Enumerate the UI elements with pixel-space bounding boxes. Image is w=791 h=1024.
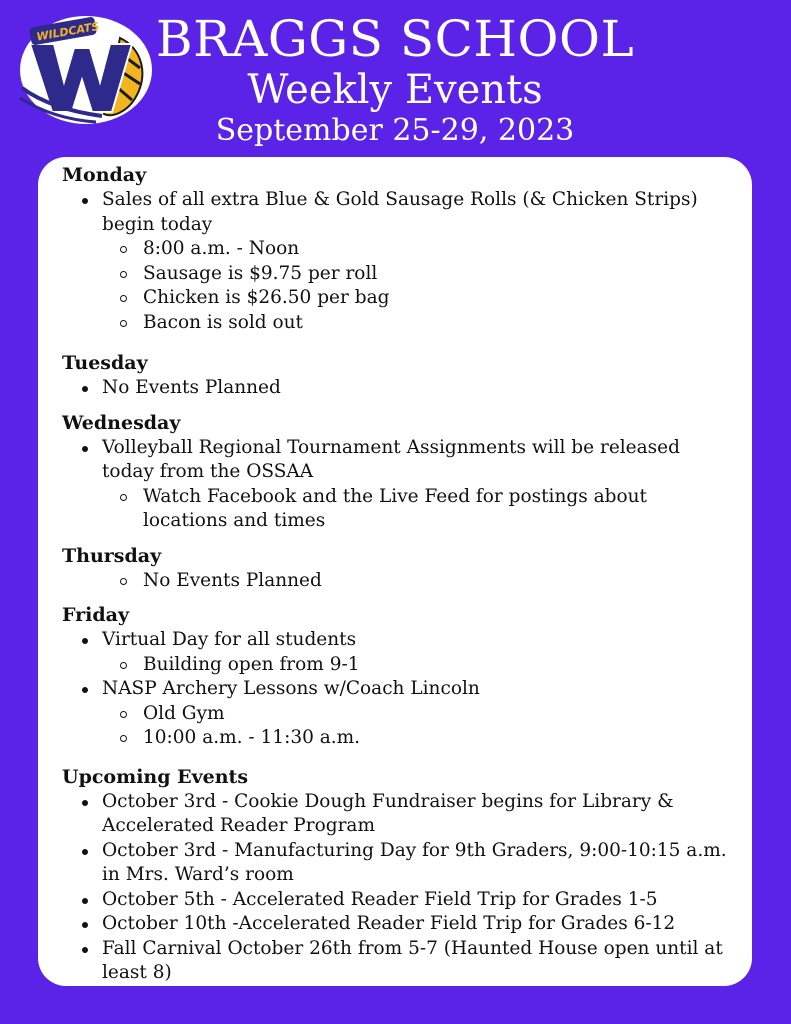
sub-item: Bacon is sold out	[62, 311, 728, 336]
logo-text: WILDCATS	[35, 19, 101, 44]
list-item: October 5th - Accelerated Reader Field Trip for Grades 1-5	[62, 888, 728, 913]
page-title: BRAGGS SCHOOL	[155, 10, 635, 68]
event-list	[62, 677, 728, 702]
page-header	[150, 10, 640, 150]
page-subtitle: Weekly Events	[247, 67, 543, 113]
sub-list	[62, 485, 728, 534]
event-list	[62, 376, 728, 401]
list-item: NASP Archery Lessons w/Coach Lincoln	[62, 677, 728, 702]
sub-item: No Events Planned	[62, 569, 728, 594]
day-monday	[62, 163, 728, 335]
sub-item: Building open from 9-1	[62, 653, 728, 678]
day-tuesday	[62, 351, 728, 401]
day-thursday	[62, 544, 728, 594]
sub-item: Sausage is $9.75 per roll	[62, 262, 728, 287]
sub-item: Chicken is $26.50 per bag	[62, 286, 728, 311]
day-heading: Wednesday	[62, 411, 181, 434]
event-list	[62, 436, 728, 485]
day-heading: Upcoming Events	[62, 765, 249, 788]
list-item: October 3rd - Cookie Dough Fundraiser begins for Library & Accelerated Reader Program	[62, 790, 728, 839]
sub-list	[62, 653, 728, 678]
list-item: No Events Planned	[62, 376, 728, 401]
list-item: Sales of all extra Blue & Gold Sausage Rolls (& Chicken Strips) begin today	[62, 188, 728, 237]
event-list	[62, 790, 728, 986]
wildcats-logo	[16, 8, 158, 128]
sub-item: 8:00 a.m. - Noon	[62, 237, 728, 262]
sub-list	[62, 237, 728, 335]
date-range: September 25-29, 2023	[215, 113, 575, 148]
day-heading: Thursday	[62, 544, 162, 567]
events-card	[38, 157, 752, 986]
day-friday	[62, 603, 728, 751]
list-item: Volleyball Regional Tournament Assignments will be released today from the OSSAA	[62, 436, 728, 485]
day-heading: Monday	[62, 164, 147, 186]
sub-item: 10:00 a.m. - 11:30 a.m.	[62, 726, 728, 751]
event-list	[62, 628, 728, 653]
sub-item: Watch Facebook and the Live Feed for postings about locations and times	[62, 485, 728, 534]
day-heading: Tuesday	[62, 352, 148, 374]
event-list	[62, 188, 728, 237]
list-item: October 3rd - Manufacturing Day for 9th Graders, 9:00-10:15 a.m. in Mrs. Ward’s room	[62, 839, 728, 888]
day-heading: Friday	[62, 604, 130, 626]
list-item: Fall Carnival October 26th from 5-7 (Haunted House open until at least 8)	[62, 937, 728, 986]
day-wednesday	[62, 411, 728, 534]
upcoming-events	[62, 765, 728, 986]
sub-list	[62, 569, 728, 594]
sub-list	[62, 702, 728, 751]
list-item: Virtual Day for all students	[62, 628, 728, 653]
list-item: October 10th -Accelerated Reader Field Trip for Grades 6-12	[62, 912, 728, 937]
sub-item: Old Gym	[62, 702, 728, 727]
